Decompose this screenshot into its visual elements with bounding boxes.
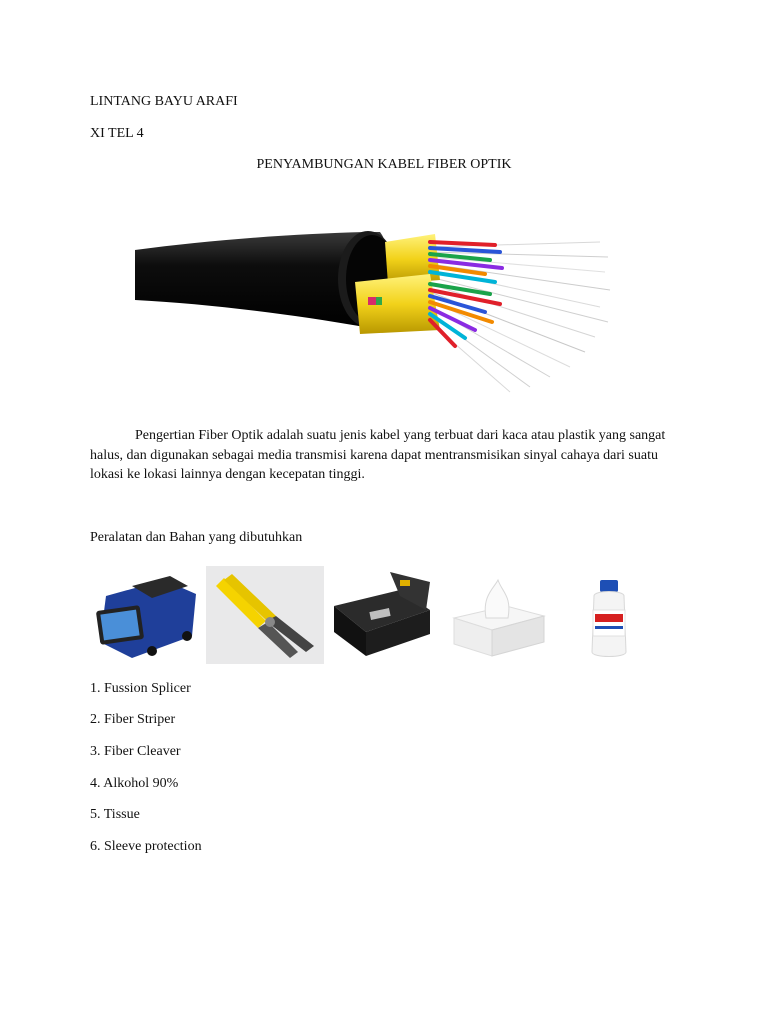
tissue-box-image (446, 566, 550, 664)
document-title: PENYAMBUNGAN KABEL FIBER OPTIK (256, 157, 512, 172)
fusion-splicer-image (92, 566, 200, 664)
list-item: 5. Tissue (90, 807, 140, 822)
definition-paragraph (90, 426, 670, 485)
fiber-cleaver-image (330, 566, 438, 664)
fiber-stripper-image (206, 566, 324, 664)
list-item: 3. Fiber Cleaver (90, 744, 181, 759)
fiber-optic-cable-image (130, 212, 620, 402)
tools-heading: Peralatan dan Bahan yang dibutuhkan (90, 530, 303, 545)
list-item: 6. Sleeve protection (90, 839, 202, 854)
alcohol-bottle-image (556, 566, 660, 664)
class-label: XI TEL 4 (90, 126, 144, 141)
list-item: 2. Fiber Striper (90, 712, 176, 727)
author-name: LINTANG BAYU ARAFI (90, 94, 238, 109)
list-item: 1. Fussion Splicer (90, 681, 191, 696)
definition-text: Pengertian Fiber Optik adalah suatu jenis kabel yang terbuat dari kaca atau plastik yang sangat halus, dan digunakan sebagai media transmisi karena dapat mentransmisikan sinyal cahaya dari suatu lokasi ke lokasi lainnya dengan kecepatan tinggi. (90, 428, 666, 482)
list-item: 4. Alkohol 90% (90, 776, 179, 791)
